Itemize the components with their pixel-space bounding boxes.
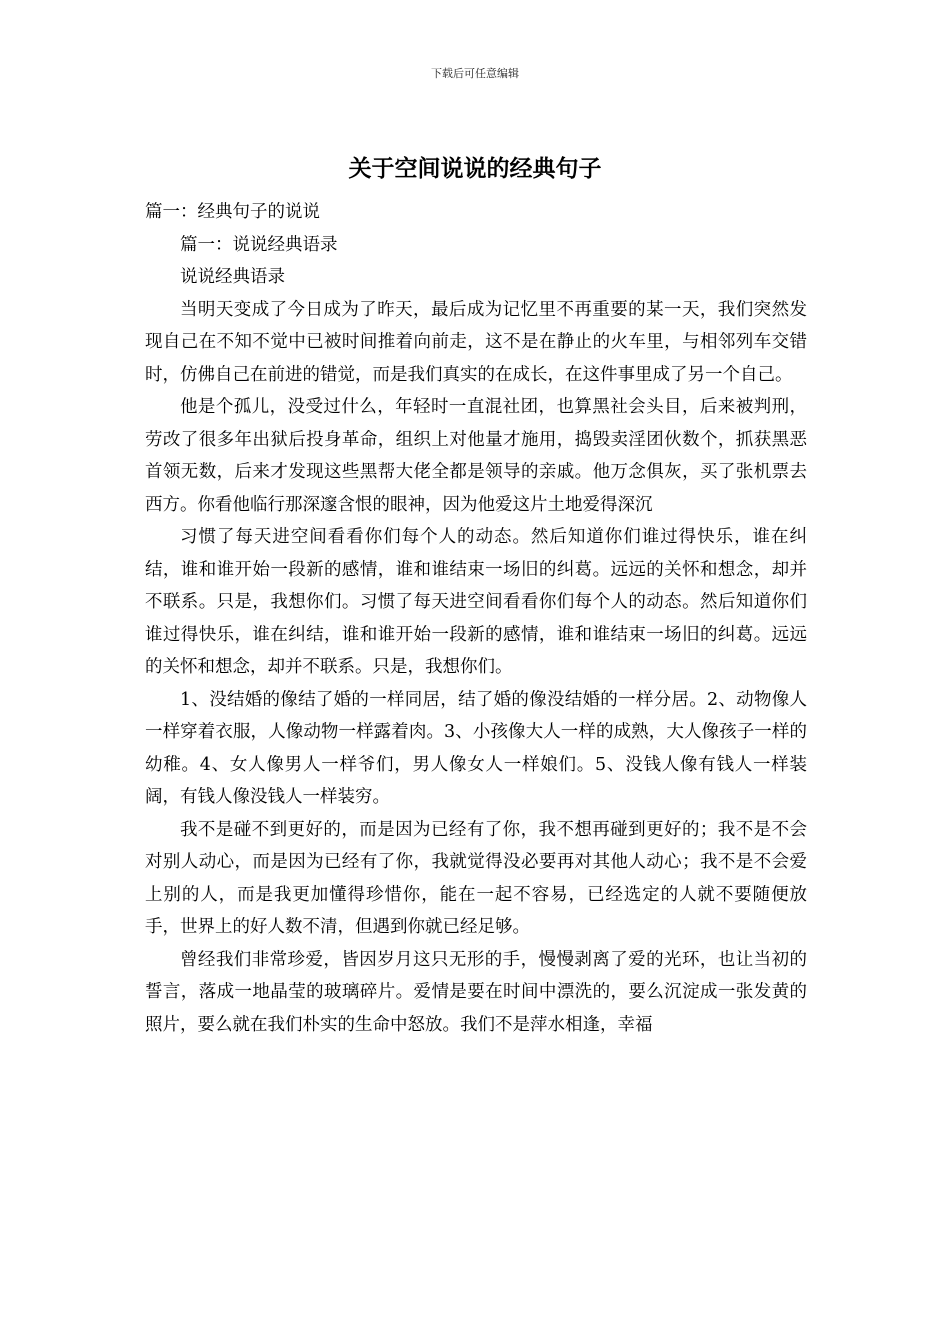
paragraph-4: 1、没结婚的像结了婚的一样同居，结了婚的像没结婚的一样分居。2、动物像人一样穿着衣服，人像动物一样露着肉。3、小孩像大人一样的成熟，大人像孩子一样的幼稚。4、女人像男人一样爷们，男人像女人一样娘们。5、没钱人像有钱人一样装阔，有钱人像没钱人一样装穷。 [145, 689, 807, 807]
document-body [145, 196, 807, 1041]
paragraph-5: 我不是碰不到更好的，而是因为已经有了你，我不想再碰到更好的；我不是不会对别人动心，而是因为已经有了你，我就觉得没必要再对其他人动心；我不是不会爱上别的人，而是我更加懂得珍惜你，能在一起不容易，已经选定的人就不要随便放手，世界上的好人数不清，但遇到你就已经足够。 [145, 819, 807, 937]
paragraph-3: 习惯了每天进空间看看你们每个人的动态。然后知道你们谁过得快乐，谁在纠结，谁和谁开始一段新的感情，谁和谁结束一场旧的纠葛。远远的关怀和想念，却并不联系。只是，我想你们。习惯了每天进空间看看你们每个人的动态。然后知道你们谁过得快乐，谁在纠结，谁和谁开始一段新的感情，谁和谁结束一场旧的纠葛。远远的关怀和想念，却并不联系。只是，我想你们。 [145, 527, 807, 677]
section-heading: 篇一：经典句子的说说 [145, 202, 320, 222]
sub-heading: 篇一：说说经典语录 [180, 234, 338, 255]
paragraph-2: 他是个孤儿，没受过什么，年轻时一直混社团，也算黑社会头目，后来被判刑，劳改了很多年出狱后投身革命，组织上对他量才施用，捣毁卖淫团伙数个，抓获黑恶首领无数，后来才发现这些黑帮大佬全都是领导的亲戚。他万念俱灰，买了张机票去西方。你看他临行那深邃含恨的眼神，因为他爱这片土地爱得深沉 [145, 397, 807, 515]
document-title: 关于空间说说的经典句子 [348, 155, 602, 182]
paragraph-1: 当明天变成了今日成为了昨天，最后成为记忆里不再重要的某一天，我们突然发现自己在不知不觉中已被时间推着向前走，这不是在静止的火车里，与相邻列车交错时，仿佛自己在前进的错觉，而是我们真实的在成长，在这件事里成了另一个自己。 [145, 299, 807, 385]
paragraph-6: 曾经我们非常珍爱，皆因岁月这只无形的手，慢慢剥离了爱的光环，也让当初的誓言，落成一地晶莹的玻璃碎片。爱情是要在时间中漂洗的，要么沉淀成一张发黄的照片，要么就在我们朴实的生命中怒放。我们不是萍水相逢，幸福 [145, 949, 807, 1035]
page-header: 下载后可任意编辑 [431, 67, 519, 80]
sub-sub-heading: 说说经典语录 [180, 267, 285, 287]
